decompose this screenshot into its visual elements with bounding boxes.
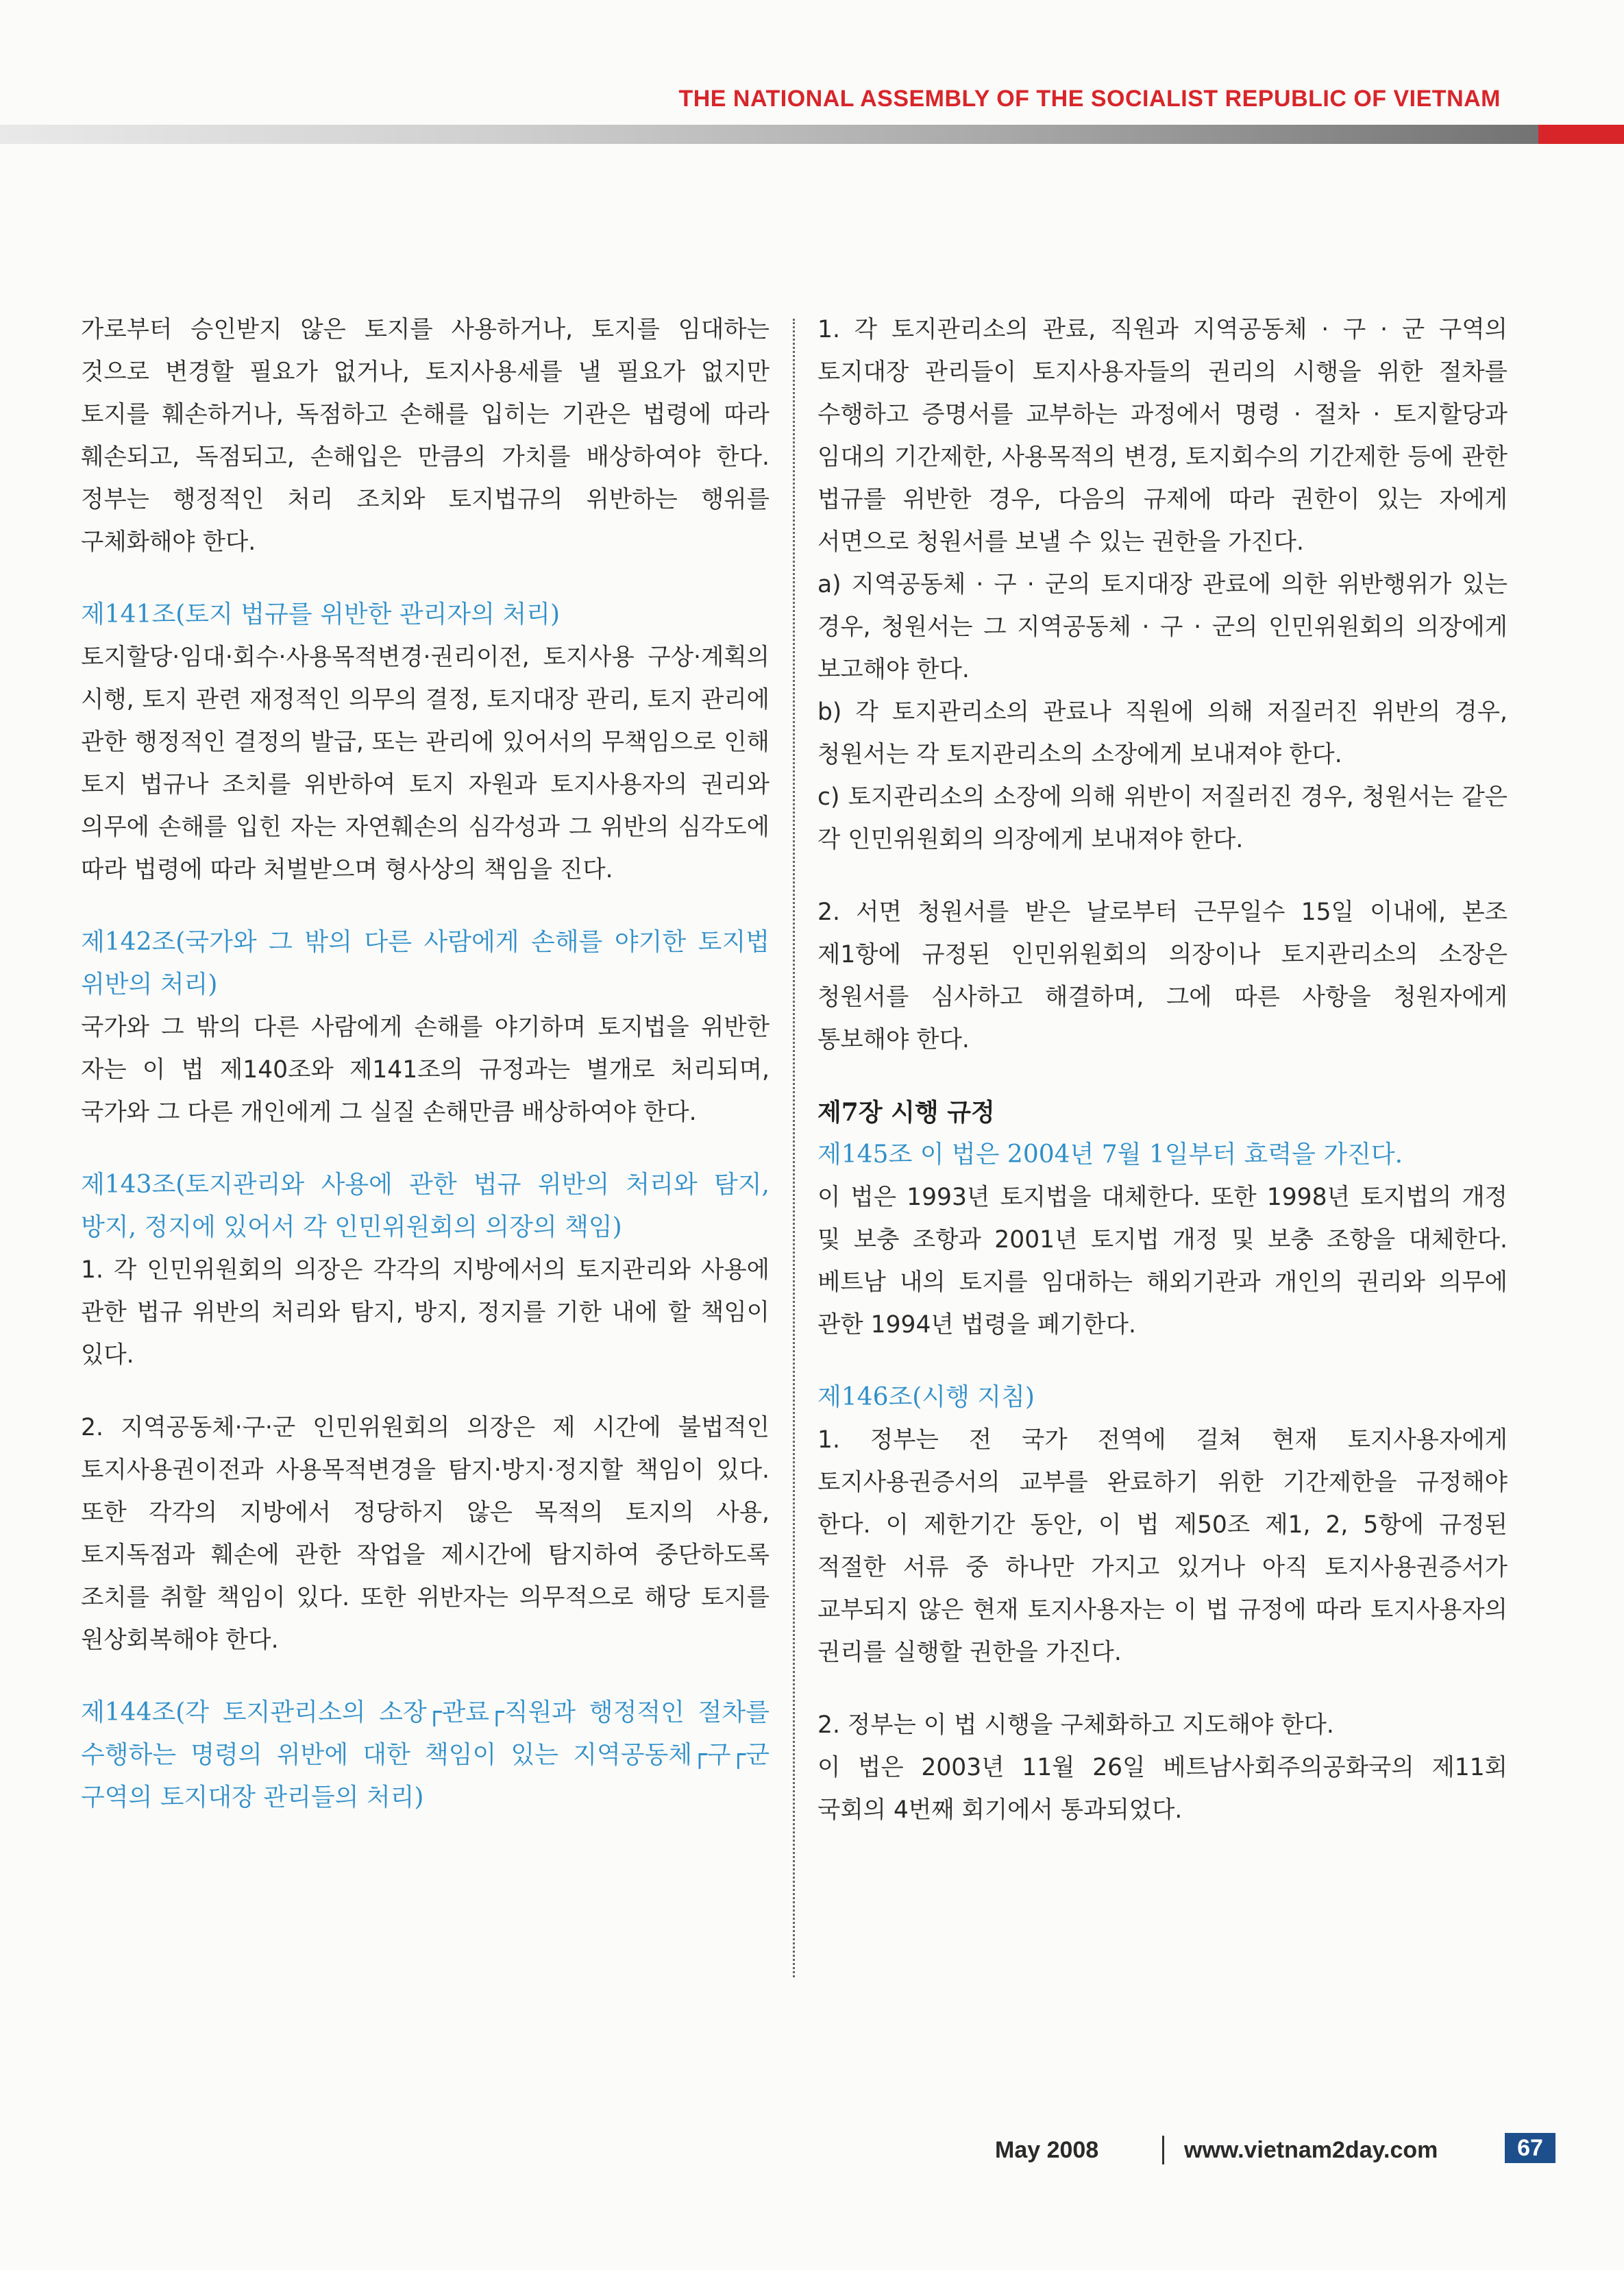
article-144-item-a: a) 지역공동체 · 구 · 군의 토지대장 관료에 의한 위반행위가 있는 경우, 청원서는 그 지역공동체 · 구 · 군의 인민위원회의 의장에게 보고해야 한다. [817, 571, 1508, 683]
magazine-header-title: THE NATIONAL ASSEMBLY OF THE SOCIALIST REPUBLIC OF VIETNAM [678, 86, 1501, 112]
article-143-heading: 제143조(토지관리와 사용에 관한 법규 위반의 처리와 탐지, 방지, 정지에 있어서 각 인민위원회의 의장의 책임) [81, 1171, 770, 1241]
article-145-heading: 제145조 이 법은 2004년 7월 1일부터 효력을 가진다. [817, 1140, 1403, 1169]
page-number-badge: 67 [1505, 2133, 1555, 2163]
right-column [817, 308, 1508, 1862]
article-146-heading: 제146조(시행 지침) [817, 1383, 1035, 1411]
article-142-body: 국가와 그 밖의 다른 사람에게 손해를 야기하며 토지법을 위반한 자는 이 법 제140조와 제141조의 규정과는 별개로 처리되며, 국가와 그 다른 개인에게 그 실질 손해만큼 배상하여야 한다. [81, 1014, 770, 1126]
article-145-body: 이 법은 1993년 토지법을 대체한다. 또한 1998년 토지법의 개정 및 보충 조항과 2001년 토지법 개정 및 보충 조항을 대체한다. 베트남 내의 토지를 임대하는 해외기관과 개인의 권리와 의무에 관한 1994년 법령을 폐기한다. [817, 1184, 1508, 1339]
article-140-continued: 가로부터 승인받지 않은 토지를 사용하거나, 토지를 임대하는 것으로 변경할 필요가 없거나, 토지사용세를 낼 필요가 없지만 토지를 훼손하거나, 독점하고 손해를 입히는 기관은 법령에 따라 훼손되고, 독점되고, 손해입은 만큼의 가치를 배상하여야 한다. 정부는 행정적인 처리 조치와 토지법규의 위반하는 행위를 구체화해야 한다. [81, 316, 770, 556]
article-144-heading: 제144조(각 토지관리소의 소장┌관료┌직원과 행정적인 절차를 수행하는 명령의 위반에 대한 책임이 있는 지역공동체┌구┌군 구역의 토지대장 관리들의 처리) [81, 1698, 770, 1811]
law-passage-note: 이 법은 2003년 11월 26일 베트남사회주의공화국의 제11회 국회의 4번째 회기에서 통과되었다. [817, 1754, 1508, 1824]
article-143-clause-1: 1. 각 인민위원회의 의장은 각각의 지방에서의 토지관리와 사용에 관한 법규 위반의 처리와 탐지, 방지, 정지를 기한 내에 할 책임이 있다. [81, 1256, 770, 1369]
chapter-7-heading: 제7장 시행 규정 [817, 1098, 995, 1127]
footer-issue-date: May 2008 [995, 2137, 1099, 2163]
article-146-clause-1: 1. 정부는 전 국가 전역에 걸쳐 현재 토지사용자에게 토지사용권증서의 교부를 완료하기 위한 기간제한을 규정해야 한다. 이 제한기간 동안, 이 법 제50조 제1, 2, 5항에 규정된 적절한 서류 중 하나만 가지고 있거나 아직 토지사용권증서가 교부되지 않은 현재 토지사용자는 이 법 규정에 따라 토지사용자의 권리를 실행할 권한을 가진다. [817, 1426, 1508, 1666]
footer-separator [1162, 2136, 1164, 2164]
article-141-body: 토지할당·임대·회수·사용목적변경·권리이전, 토지사용 구상·계획의 시행, 토지 관련 재정적인 의무의 결정, 토지대장 관리, 토지 관리에 관한 행정적인 결정의 발급, 또는 관리에 있어서의 무책임으로 인해 토지 법규나 조치를 위반하여 토지 자원과 토지사용자의 권리와 의무에 손해를 입힌 자는 자연훼손의 심각성과 그 위반의 심각도에 따라 법령에 따라 처벌받으며 형사상의 책임을 진다. [81, 644, 770, 883]
article-146-clause-2: 2. 정부는 이 법 시행을 구체화하고 지도해야 한다. [817, 1711, 1334, 1739]
column-divider [793, 319, 795, 1977]
header-red-block [1538, 125, 1624, 144]
article-144-item-c: c) 토지관리소의 소장에 의해 위반이 저질러진 경우, 청원서는 같은 각 인민위원회의 의장에게 보내져야 한다. [817, 783, 1508, 853]
article-143-clause-2: 2. 지역공동체·구·군 인민위원회의 의장은 제 시간에 불법적인 토지사용권이전과 사용목적변경을 탐지·방지·정지할 책임이 있다. 또한 각각의 지방에서 정당하지 않은 목적의 토지의 사용, 토지독점과 훼손에 관한 작업을 제시간에 탐지하여 중단하도록 조치를 취할 책임이 있다. 또한 위반자는 의무적으로 해당 토지를 원상회복해야 한다. [81, 1414, 770, 1654]
article-144-clause-2: 2. 서면 청원서를 받은 날로부터 근무일수 15일 이내에, 본조 제1항에 규정된 인민위원회의 의장이나 토지관리소의 소장은 청원서를 심사하고 해결하며, 그에 따른 사항을 청원자에게 통보해야 한다. [817, 899, 1508, 1053]
left-column [81, 308, 770, 1819]
article-144-item-b: b) 각 토지관리소의 관료나 직원에 의해 저질러진 위반의 경우, 청원서는 각 토지관리소의 소장에게 보내져야 한다. [817, 698, 1508, 768]
header-gradient-bar [0, 125, 1624, 144]
article-142-heading: 제142조(국가와 그 밖의 다른 사람에게 손해를 야기한 토지법 위반의 처리) [81, 928, 770, 999]
footer-website: www.vietnam2day.com [1184, 2137, 1438, 2163]
article-144-clause-1: 1. 각 토지관리소의 관료, 직원과 지역공동체 · 구 · 군 구역의 토지대장 관리들이 토지사용자들의 권리의 시행을 위한 절차를 수행하고 증명서를 교부하는 과정에서 명령 · 절차 · 토지할당과 임대의 기간제한, 사용목적의 변경, 토지회수의 기간제한 등에 관한 법규를 위반한 경우, 다음의 규제에 따라 권한이 있는 자에게 서면으로 청원서를 보낼 수 있는 권한을 가진다. [817, 316, 1508, 556]
article-141-heading: 제141조(토지 법규를 위반한 관리자의 처리) [81, 600, 560, 628]
